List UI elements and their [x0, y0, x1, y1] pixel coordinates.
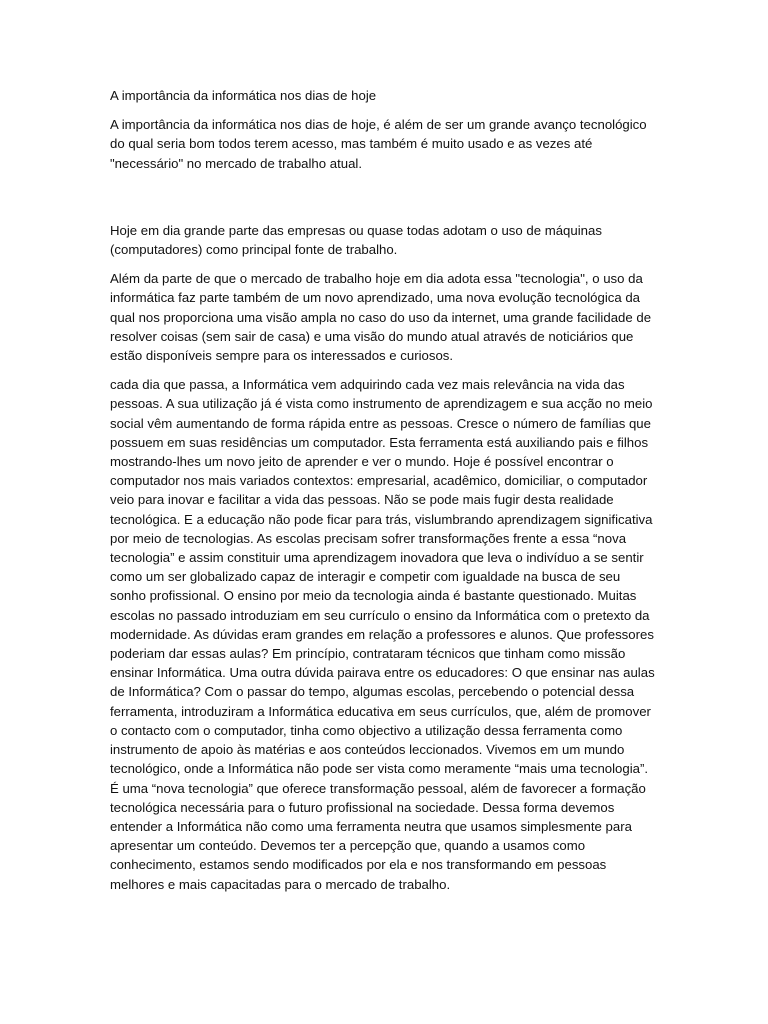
document-page: [110, 86, 658, 904]
paragraph-1: A importância da informática nos dias de hoje, é além de ser um grande avanço tecnológico do qual seria bom todos terem acesso, mas também é muito usado e as vezes até "necessário" no mercado de trabalho atual.: [110, 117, 647, 171]
paragraph-3: Além da parte de que o mercado de trabalho hoje em dia adota essa "tecnologia", o uso da informática faz parte também de um novo aprendizado, uma nova evolução tecnológica da qual nos proporciona uma visão ampla no caso do uso da internet, uma grande facilidade de resolver coisas (sem sair de casa) e uma visão do mundo atual através de noticiários que estão disponíveis sempre para os interessados e curiosos.: [110, 271, 652, 364]
paragraph-4: cada dia que passa, a Informática vem adquirindo cada vez mais relevância na vida das pessoas. A sua utilização já é vista como instrumento de aprendizagem e sua acção no meio social vêm aumentando de forma rápida entre as pessoas. Cresce o número de famílias que possuem em suas residências um computador. Esta ferramenta está auxiliando pais e filhos mostrando-lhes um novo jeito de aprender e ver o mundo. Hoje é possível encontrar o computador nos mais variados contextos: empresarial, acadêmico, domiciliar, o computador veio para inovar e facilitar a vida das pessoas. Não se pode mais fugir desta realidade tecnológica. E a educação não pode ficar para trás, vislumbrando aprendizagem significativa por meio de tecnologias. As escolas precisam sofrer transformações frente a essa “nova tecnologia” e assim constituir uma aprendizagem inovadora que leva o indivíduo a se sentir como um ser globalizado capaz de interagir e competir com igualdade na busca de seu sonho profissional. O ensino por meio da tecnologia ainda é bastante questionado. Muitas escolas no passado introduziam em seu currículo o ensino da Informática com o pretexto da modernidade. As dúvidas eram grandes em relação a professores e alunos. Que professores poderiam dar essas aulas? Em princípio, contrataram técnicos que tinham como missão ensinar Informática. Uma outra dúvida pairava entre os educadores: O que ensinar nas aulas de Informática? Com o passar do tempo, algumas escolas, percebendo o potencial dessa ferramenta, introduziram a Informática educativa em seus currículos, que, além de promover o contacto com o computador, tinha como objectivo a utilização dessa ferramenta como instrumento de apoio às matérias e aos conteúdos leccionados. Vivemos em um mundo tecnológico, onde a Informática não pode ser vista como meramente “mais uma tecnologia”. É uma “nova tecnologia” que oferece transformação pessoal, além de favorecer a formação tecnológica necessária para o futuro profissional na sociedade. Dessa forma devemos entender a Informática não como uma ferramenta neutra que usamos simplesmente para apresentar um conteúdo. Devemos ter a percepção que, quando a usamos como conhecimento, estamos sendo modificados por ela e nos transformando em pessoas melhores e mais capacitadas para o mercado de trabalho.: [110, 377, 655, 892]
document-title: A importância da informática nos dias de hoje: [110, 88, 377, 103]
paragraph-2: Hoje em dia grande parte das empresas ou quase todas adotam o uso de máquinas (computadores) como principal fonte de trabalho.: [110, 222, 602, 258]
